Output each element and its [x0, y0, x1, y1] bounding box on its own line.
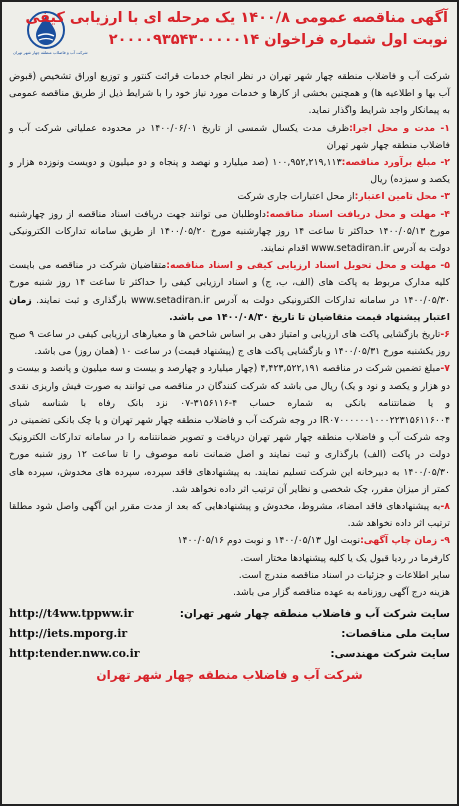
item-label: ۵- مهلت و محل تحویل اسناد ارزیابی کیفی و اسناد مناقصه:: [166, 260, 451, 272]
item-label: ۴- مهلت و محل دریافت اسناد مناقصه:: [265, 208, 450, 220]
item-5: [9, 257, 450, 326]
website-label: سایت شرکت مهندسی:: [330, 648, 450, 661]
website-label: سایت شرکت آب و فاضلاب منطقه چهار شهر تهران:: [179, 608, 450, 621]
item-label: ۶-: [440, 329, 450, 341]
item-bold-text: زمان اعتبار پیشنهاد قیمت متقاضیان تا تاریخ ۱۴۰۰/۰۸/۳۰ می باشد.: [9, 294, 450, 323]
item-label: ۷-: [440, 363, 450, 375]
item-text: متقاضیان شرکت در مناقصه می بایست کلیه مدارک مربوط به پاکت های (الف، ب، ج) و اسناد ارزیابی کیفی را حداکثر تا ساعت ۱۴ روز شنبه مورخ ۱۴۰۰/۰۵/۳۰ در سامانه تدارکات الکترونیکی دولت به آدرس www.setadiran.ir بارگذاری و ثبت نمایند.: [9, 260, 450, 306]
intro-paragraph: شرکت آب و فاضلاب منطقه چهار شهر تهران در نظر انجام خدمات قرائت کنتور و توزیع اوراق تشخیص (قبوض آب بها و اطلاعیه ها) و همچنین بخشی از کارها و خدمات مورد نیاز خود را با شرایط ذیل از طریق مناقصه عمومی به پیمانکار واجد شرایط واگذار نماید.: [9, 71, 450, 117]
note-line: سایر اطلاعات و جزئیات در اسناد مناقصه مندرج است.: [238, 569, 450, 581]
notice-body: [9, 68, 450, 601]
item-text: تاریخ بازگشایی پاکت های ارزیابی و امتیاز دهی بر اساس شاخص ها و معیارهای ارزیابی کیفی در ساعت ۹ صبح روز یکشنبه مورخ ۱۴۰۰/۰۵/۳۱ و بازگشایی پاکت های ج (پیشنهاد قیمت) در ساعت ۱۰ (همان روز) می باشد.: [9, 329, 450, 358]
item-9: [9, 532, 450, 549]
item-1: [9, 120, 450, 154]
notice-subtitle: نوبت اول شماره فراخوان ۲۰۰۰۰۹۳۵۴۳۰۰۰۰۰۱۴: [108, 32, 448, 48]
website-row: [9, 604, 450, 624]
item-4: [9, 206, 450, 258]
item-label: ۳- محل تامین اعتبار:: [354, 191, 450, 203]
item-text: مبلغ تضمین شرکت در مناقصه ۴,۴۲۳,۵۲۲,۱۹۱ (چهار میلیارد و چهارصد و بیست و سه میلیون و پانصد و بیست و دو هزار و یکصد و نود و یک) ریال می باشد که شرکت کنندگان در مناقصه می توانند به صورت فیش واریزی نقدی و یا ضمانتنامه بانکی به شماره حساب ۴-۳۱۵۶۱۱۶-۰۷ نزد بانک رفاه با شناسه شبای IR۰۷۰۰۰۰۰۰۱۰۰۰۲۲۳۱۵۶۱۱۶۰۰۴ در وجه شرکت آب و فاضلاب منطقه چهار شهر تهران و یا چک بانکی تضمینی در وجه شرکت آب و فاضلاب منطقه چهار شهر تهران دریافت و تصویر ضمانتنامه را در سامانه تدارکات الکترونیک دولت در پاکت (الف) بارگذاری و ثبت نمایند و اصل ضمانت نامه موصوف را تا ساعت ۱۲ روز شنبه مورخ ۱۴۰۰/۰۵/۳۰ به دبیرخانه این شرکت تسلیم نمایند. به پیشنهادهای فاقد سپرده، سپرده های مخدوش، سپرده های کمتر از میزان مقرر، چک شخصی و نظایر آن ترتیب اثر داده نخواهد شد.: [9, 363, 450, 495]
note-line: هزینه درج آگهی روزنامه به عهده مناقصه گزار می باشد.: [232, 587, 450, 599]
item-7: [9, 360, 450, 498]
item-text: به پیشنهادهای فاقد امضاء، مشروط، مخدوش و پیشنهادهایی که بعد از مدت مقرر این آگهی واصل شود مطلقا ترتیب اثر داده نخواهد شد.: [9, 501, 450, 530]
item-8: [9, 498, 450, 532]
website-row: [9, 644, 450, 664]
item-2: [9, 154, 450, 188]
item-6: [9, 326, 450, 360]
footer-company-name: شرکت آب و فاضلاب منطقه چهار شهر تهران: [96, 668, 363, 683]
website-link[interactable]: http:tender.nww.co.ir: [9, 647, 140, 661]
website-link[interactable]: http://iets.mporg.ir: [9, 627, 128, 641]
note-line: کارفرما در ردیا قبول یک یا کلیه پیشنهادها مختار است.: [240, 552, 450, 564]
logo-caption: شرکت آب و فاضلاب منطقه چهار شهر تهران: [13, 50, 88, 55]
item-3: [9, 188, 450, 205]
notice-title: آگهی مناقصه عمومی ۱۴۰۰/۸ یک مرحله ای با ارزیابی کیفی: [25, 10, 448, 26]
item-text: ۱۰۰,۹۵۲,۲۱۹,۱۱۳ (صد میلیارد و نهصد و پنجاه و دو میلیون و دویست ونوزده هزار و یکصد و سیزده) ریال: [9, 157, 450, 186]
website-link[interactable]: http://t4ww.tppww.ir: [9, 607, 134, 621]
item-text: از محل اعتبارات جاری شرکت: [237, 191, 355, 203]
item-text: داوطلبان می توانند جهت دریافت اسناد مناقصه از روز چهارشنبه مورخ ۱۴۰۰/۰۵/۱۳ حداکثر تا ساعت ۱۴ روز چهارشنبه مورخ ۱۴۰۰/۰۵/۲۰ از طریق سامانه تدارکات الکترونیکی دولت به آدرس www.setadiran.ir اقدام نمایند.: [9, 208, 450, 255]
item-text: نوبت اول ۱۴۰۰/۰۵/۱۳ و نوبت دوم ۱۴۰۰/۰۵/۱۶: [177, 535, 361, 547]
item-label: ۹- زمان چاپ آگهی:: [360, 535, 450, 547]
item-label: ۱- مدت و محل اجرا:: [349, 122, 451, 134]
website-label: سایت ملی مناقصات:: [341, 628, 450, 641]
item-label: ۸-: [440, 501, 450, 513]
notice-header: [9, 8, 450, 68]
item-label: ۲- مبلغ برآورد مناقصه:: [341, 157, 451, 169]
websites-list: [9, 604, 450, 664]
website-row: [9, 624, 450, 644]
item-text: ظرف مدت یکسال شمسی از تاریخ ۱۴۰۰/۰۶/۰۱ در محدوده عملیاتی شرکت آب و فاضلاب منطقه چهار شهر تهران: [9, 122, 450, 151]
